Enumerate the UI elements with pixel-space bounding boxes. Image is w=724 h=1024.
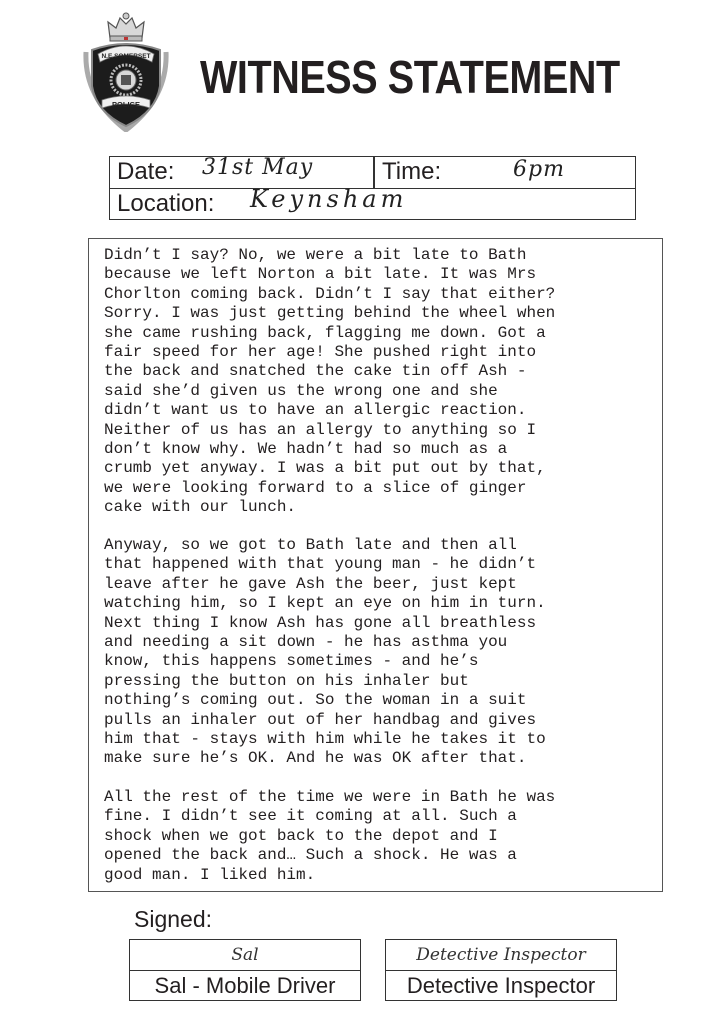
location-value: Keynsham <box>250 185 408 213</box>
statement-details-table <box>109 156 636 220</box>
badge-top-text: N.E SOMERSET <box>101 53 151 60</box>
statement-paragraph-3: All the rest of the time we were in Bath he was fine. I didn’t see it coming at all. Such a shock when we got back to the depot and I opened the back and… Such a shock. He was a good man. I liked him. <box>104 788 556 884</box>
witness-signature-box <box>129 939 361 1001</box>
location-cell <box>110 185 635 220</box>
statement-box <box>88 238 663 892</box>
time-value: 6pm <box>513 157 565 182</box>
witness-signature: Sal <box>130 940 360 971</box>
date-value: 31st May <box>202 155 314 180</box>
statement-paragraph-1: Didn’t I say? No, we were a bit late to Bath because we left Norton a bit late. It was Mrs Chorlton coming back. Didn’t I say that either? Sorry. I was just getting behind the wheel when she came rushing back, flagging me down. Got a fair speed for her age! She pushed right into the back and snatched the cake tin off Ash - said she’d given us the wrong one and she didn’t want us to have an allergic reaction. Neither of us has an allergy to anything so I don’t know why. We hadn’t had so much as a crumb yet anyway. I was a bit put out by that, we were looking forward to a slice of ginger cake with our lunch. <box>104 246 556 517</box>
witness-name: Sal - Mobile Driver <box>154 973 336 998</box>
crown-icon <box>108 13 144 41</box>
location-label: Location: <box>117 190 215 217</box>
officer-signature-box <box>385 939 617 1001</box>
badge-bottom-text: POLICE <box>112 100 140 109</box>
time-cell <box>375 157 635 188</box>
page-title: WITNESS STATEMENT <box>200 51 620 103</box>
time-label: Time: <box>382 158 442 185</box>
officer-name: Detective Inspector <box>406 973 596 998</box>
officer-signature: Detective Inspector <box>386 940 616 971</box>
police-badge-icon <box>82 8 170 132</box>
statement-paragraph-2: Anyway, so we got to Bath late and then all that happened with that young man - he didn’t leave after he gave Ash the beer, just kept watching him, so I kept an eye on him in turn. Next thing I know Ash has gone all breathless and needing a sit down - he has asthma you know, this happens sometimes - and he’s pressing the button on his inhaler but nothing’s coming out. So the woman in a suit pulls an inhaler out of her handbag and gives him that - stays with him while he takes it to make sure he’s OK. And he was OK after that. <box>104 536 546 768</box>
location-row <box>110 185 635 220</box>
signed-label: Signed: <box>134 906 213 932</box>
date-label: Date: <box>117 158 175 185</box>
date-cell <box>110 157 375 188</box>
